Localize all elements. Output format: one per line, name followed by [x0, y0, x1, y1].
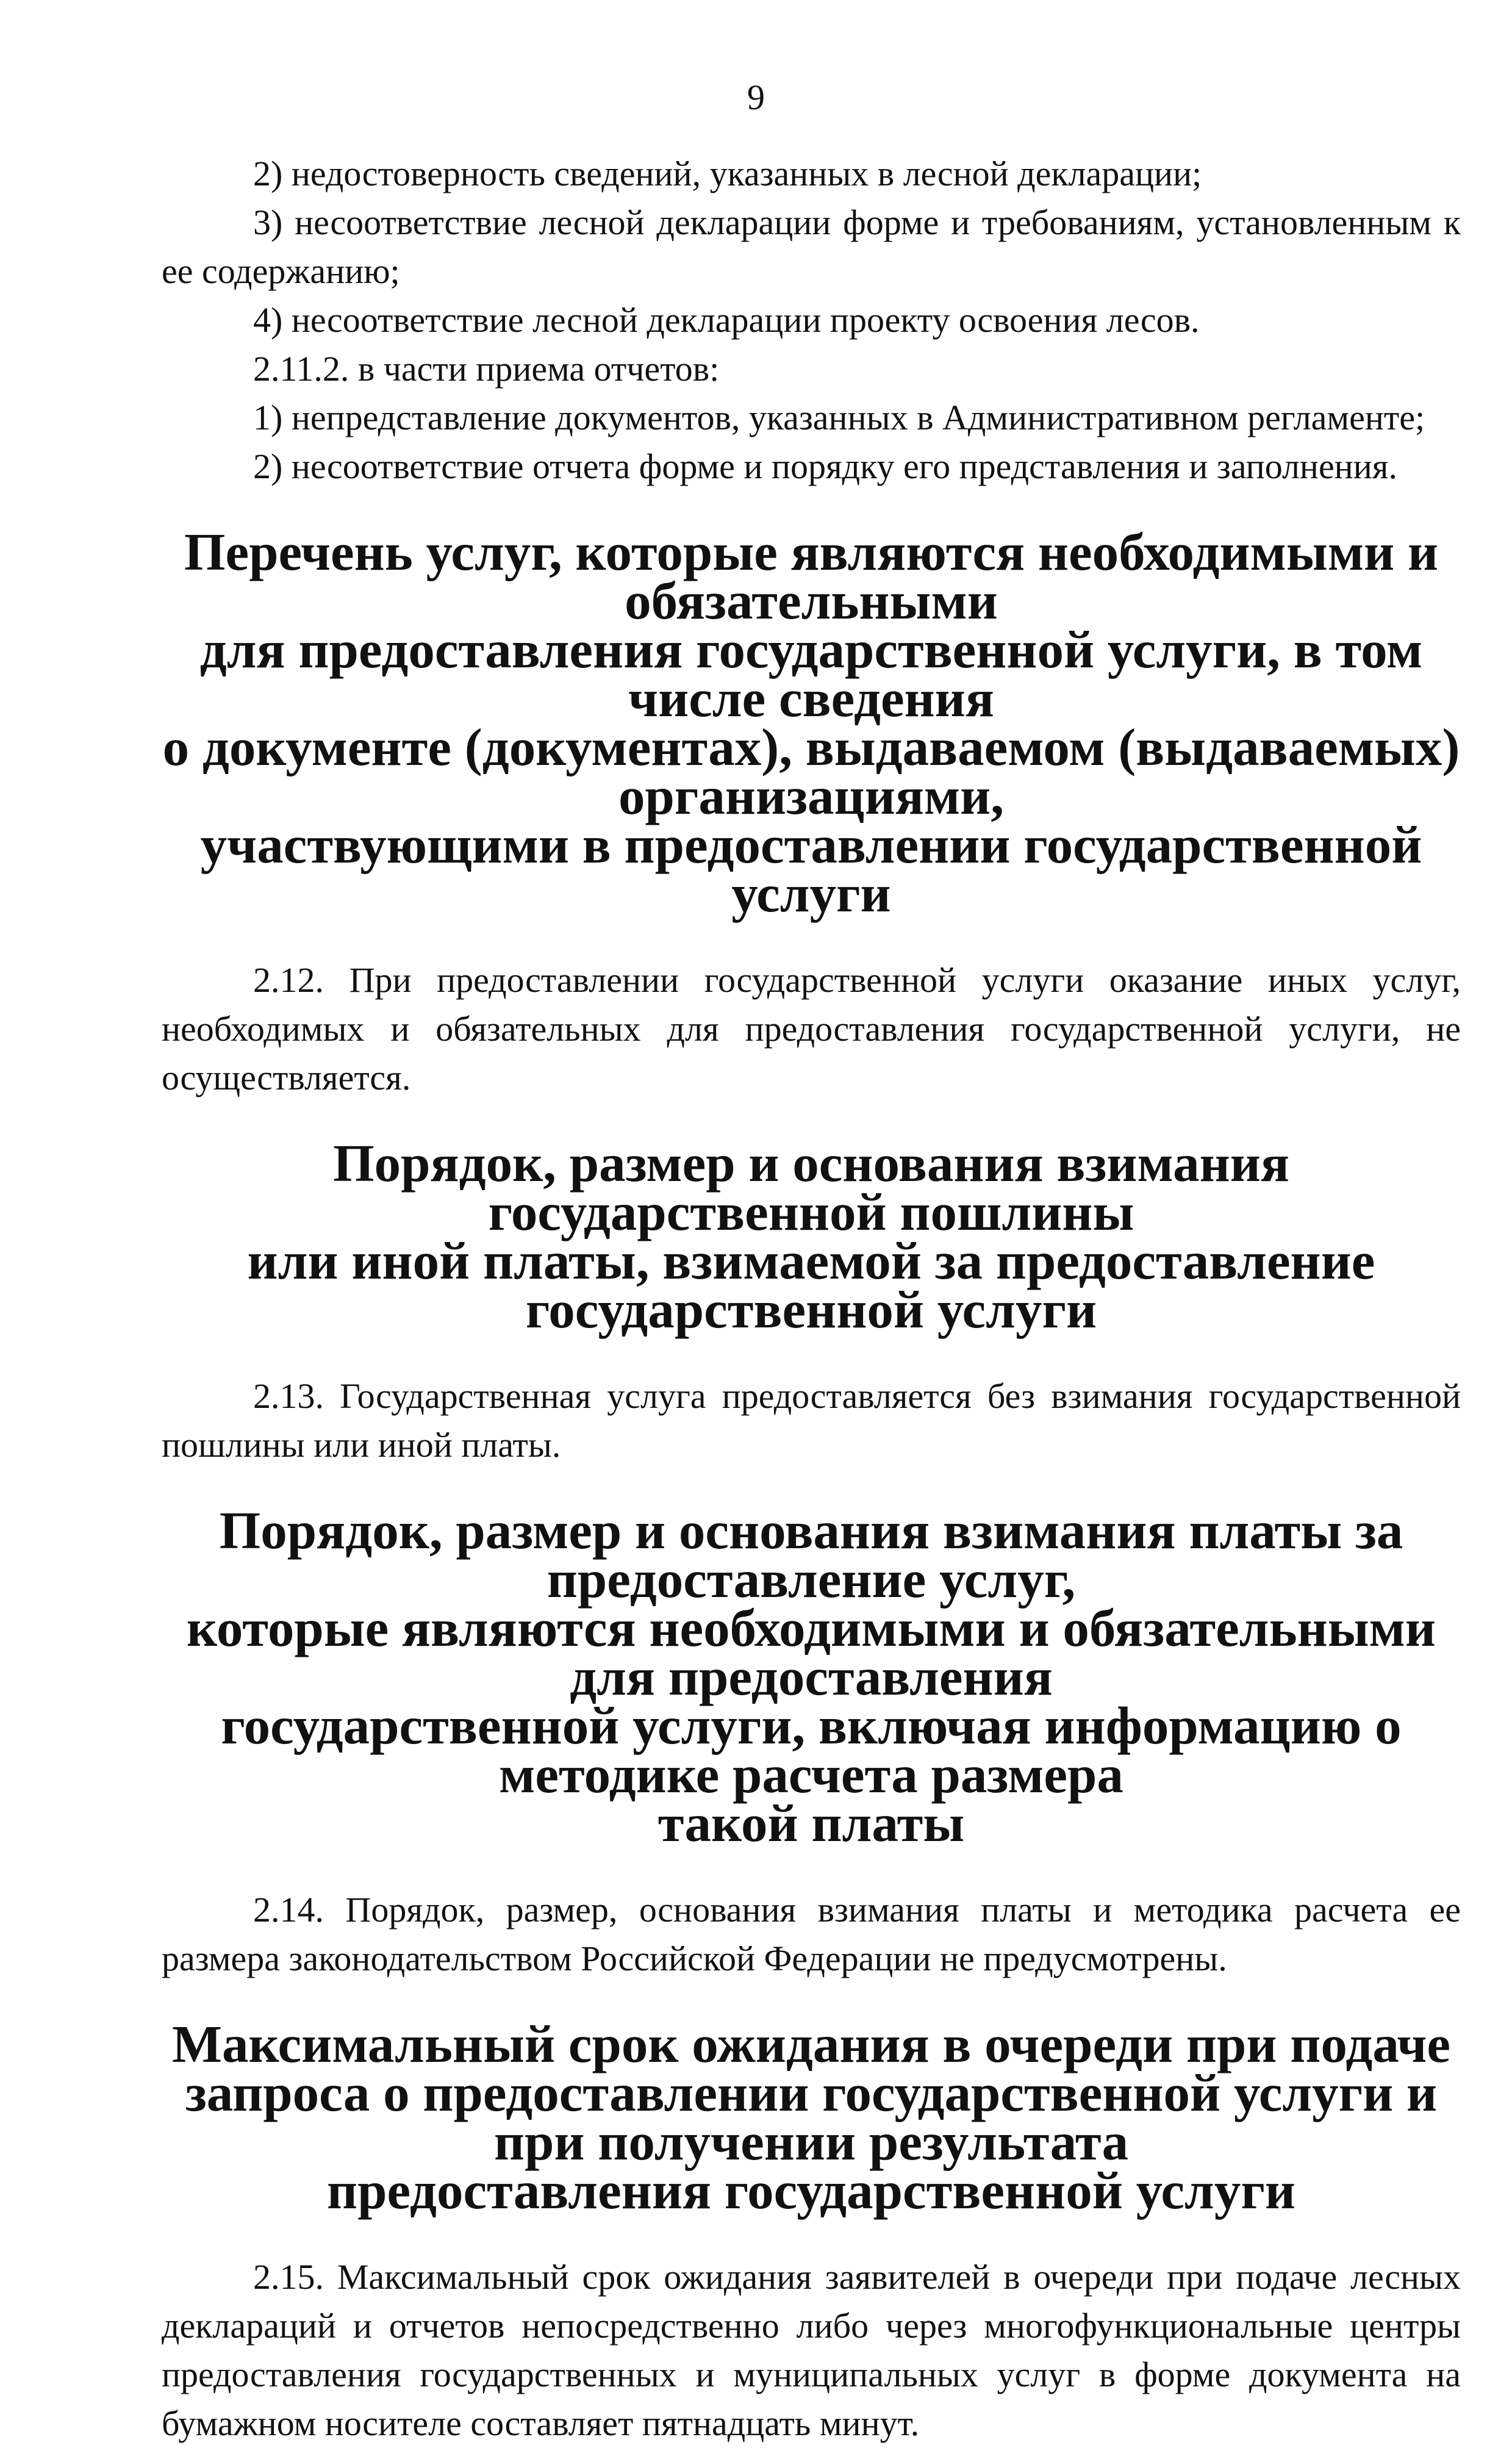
heading-line: Порядок, размер и основания взимания платы за предоставление услуг, — [219, 1501, 1403, 1609]
heading-line: Порядок, размер и основания взимания государственной пошлины — [333, 1133, 1289, 1241]
section-heading-state-fee — [162, 1133, 1461, 1339]
list-item: 3) несоответствие лесной декларации форме и требованиям, установленным к ее содержанию; — [162, 203, 1461, 291]
section-heading-services-list — [162, 522, 1461, 923]
heading-line: Максимальный срок ожидания в очереди при подаче — [171, 2014, 1451, 2073]
list-item: 2) несоответствие отчета форме и порядку его представления и заполнения. — [253, 447, 1397, 486]
paragraph-2-15: 2.15. Максимальный срок ожидания заявителей в очереди при подаче лесных деклараций и отчетов непосредственно либо через многофункциональные центры предоставления государственных и муниципальных услуг в форме документа на бумажном носителе составляет пятнадцать минут. — [162, 2257, 1461, 2443]
list-item: 2.11.2. в части приема отчетов: — [253, 349, 720, 389]
heading-line: для предоставления государственной услуги, в том числе сведения — [199, 620, 1423, 728]
heading-line: участвующими в предоставлении государственной услуги — [200, 815, 1422, 923]
list-item: 2) недостоверность сведений, указанных в лесной декларации; — [253, 154, 1202, 193]
heading-line: о документе (документах), выдаваемом (выдаваемых) организациями, — [162, 717, 1460, 825]
list-item: 1) непредставление документов, указанных в Административном регламенте; — [253, 398, 1425, 437]
section-heading-queue-time — [162, 2014, 1461, 2220]
heading-line: государственной услуги, включая информацию о методике расчета размера — [221, 1696, 1402, 1804]
paragraph-2-14: 2.14. Порядок, размер, основания взимания платы и методика расчета ее размера законодательством Российской Федерации не предусмотрены. — [162, 1890, 1461, 1978]
section-heading-services-fee — [162, 1501, 1461, 1853]
page-number: 9 — [747, 77, 765, 117]
paragraph-2-12: 2.12. При предоставлении государственной услуги оказание иных услуг, необходимых и обязательных для предоставления государственной услуги, не осуществляется. — [162, 960, 1461, 1097]
heading-line: которые являются необходимыми и обязательными для предоставления — [186, 1598, 1436, 1706]
page-content — [162, 149, 1461, 2448]
heading-line: Перечень услуг, которые являются необходимыми и обязательными — [184, 522, 1439, 630]
heading-line: или иной платы, взимаемой за предоставление государственной услуги — [247, 1231, 1375, 1339]
heading-line: такой платы — [657, 1793, 965, 1853]
list-item: 4) несоответствие лесной декларации проекту освоения лесов. — [253, 300, 1200, 340]
heading-line: запроса о предоставлении государственной услуги и при получении результата — [185, 2063, 1438, 2171]
heading-line: предоставления государственной услуги — [327, 2161, 1295, 2220]
paragraph-2-13: 2.13. Государственная услуга предоставляется без взимания государственной пошлины или иной платы. — [162, 1376, 1461, 1465]
